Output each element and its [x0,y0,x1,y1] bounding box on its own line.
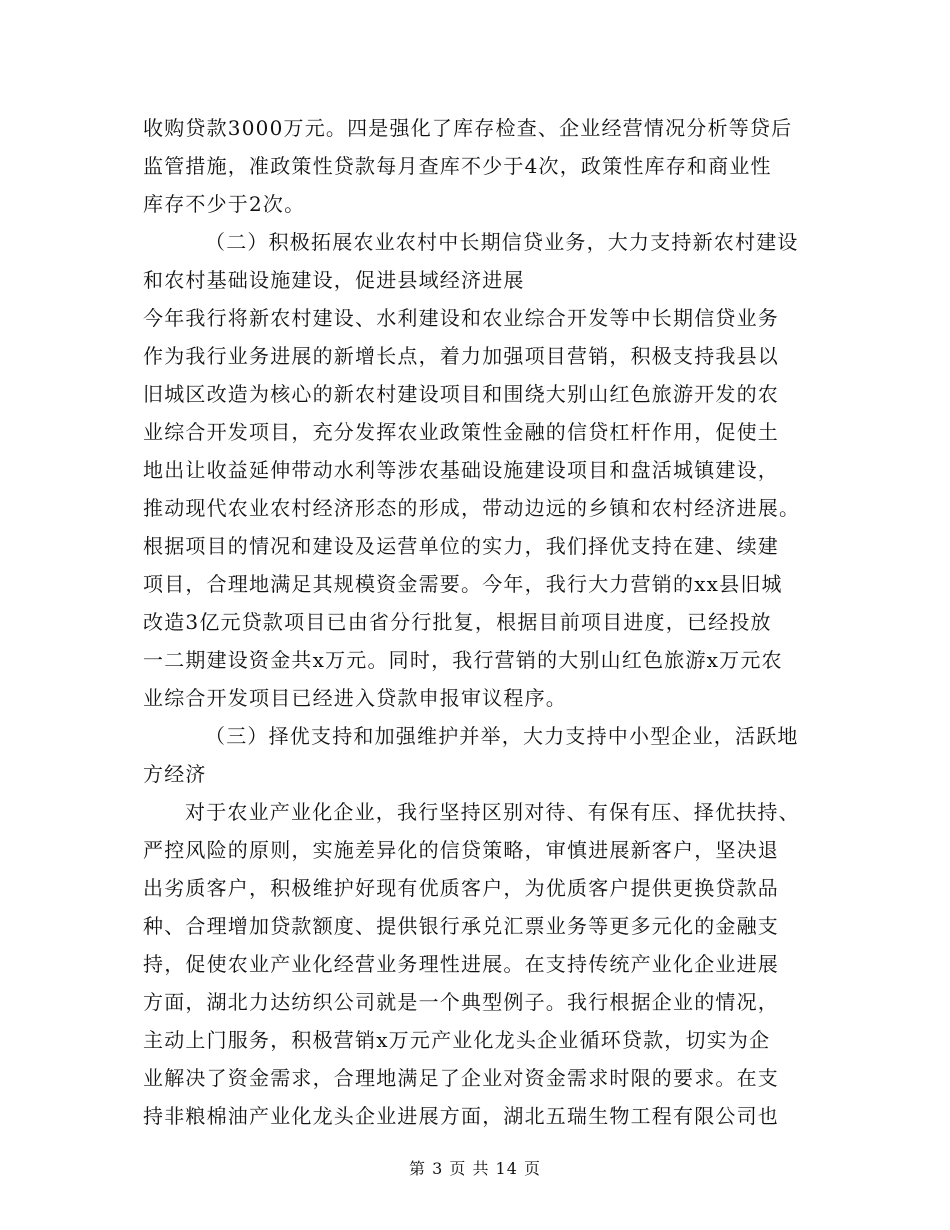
text-line: 一二期建设资金共x万元。同时，我行营销的大别山红色旅游x万元农 [143,648,783,672]
page-number-footer: 第 3 页 共 14 页 [409,1159,541,1178]
text-line: 持非粮棉油产业化龙头企业进展方面，湖北五瑞生物工程有限公司也 [143,1104,779,1128]
text-line: 出劣质客户，积极维护好现有优质客户，为优质客户提供更换贷款品 [143,876,779,900]
text-line: 监管措施，准政策性贷款每月查库不少于4次，政策性库存和商业性 [143,154,772,178]
text-line: 业解决了资金需求，合理地满足了企业对资金需求时限的要求。在支 [143,1066,779,1090]
text-line: 主动上门服务，积极营销x万元产业化龙头企业循环贷款，切实为企 [143,1028,771,1052]
text-line: 今年我行将新农村建设、水利建设和农业综合开发等中长期信贷业务 [143,306,779,330]
text-line: 地出让收益延伸带动水利等涉农基础设施建设项目和盘活城镇建设， [143,458,779,482]
text-line: 推动现代农业农村经济形态的形成，带动边远的乡镇和农村经济进展。 [143,496,801,520]
text-line: 库存不少于2次。 [143,192,306,216]
section-heading-3-line-2: 方经济 [143,762,207,786]
text-line: 持，促使农业产业化经营业务理性进展。在支持传统产业化企业进展 [143,952,779,976]
text-line: 种、合理增加贷款额度、提供银行承兑汇票业务等更多元化的金融支 [143,914,779,938]
section-heading-2-line-1: （二）积极拓展农业农村中长期信贷业务，大力支持新农村建设 [205,230,799,254]
section-heading-3-line-1: （三）择优支持和加强维护并举，大力支持中小型企业，活跃地 [205,724,799,748]
section-heading-2-line-2: 和农村基础设施建设，促进县域经济进展 [143,268,525,292]
text-line: 项目，合理地满足其规模资金需要。今年，我行大力营销的xx县旧城 [143,572,783,596]
text-line: 方面，湖北力达纺织公司就是一个典型例子。我行根据企业的情况， [143,990,779,1014]
text-line: 对于农业产业化企业，我行坚持区别对待、有保有压、择优扶持、 [185,800,800,824]
text-line: 业综合开发项目，充分发挥农业政策性金融的信贷杠杆作用，促使土 [143,420,779,444]
text-line: 严控风险的原则，实施差异化的信贷策略，审慎进展新客户，坚决退 [143,838,779,862]
text-line: 旧城区改造为核心的新农村建设项目和围绕大别山红色旅游开发的农 [143,382,779,406]
text-line: 收购贷款3000万元。四是强化了库存检查、企业经营情况分析等贷后 [143,116,793,140]
text-line: 根据项目的情况和建设及运营单位的实力，我们择优支持在建、续建 [143,534,779,558]
text-line: 业综合开发项目已经进入贷款申报审议程序。 [143,686,567,710]
text-line: 作为我行业务进展的新增长点，着力加强项目营销，积极支持我县以 [143,344,779,368]
text-line: 改造3亿元贷款项目已由省分行批复，根据目前项目进度，已经投放 [143,610,772,634]
